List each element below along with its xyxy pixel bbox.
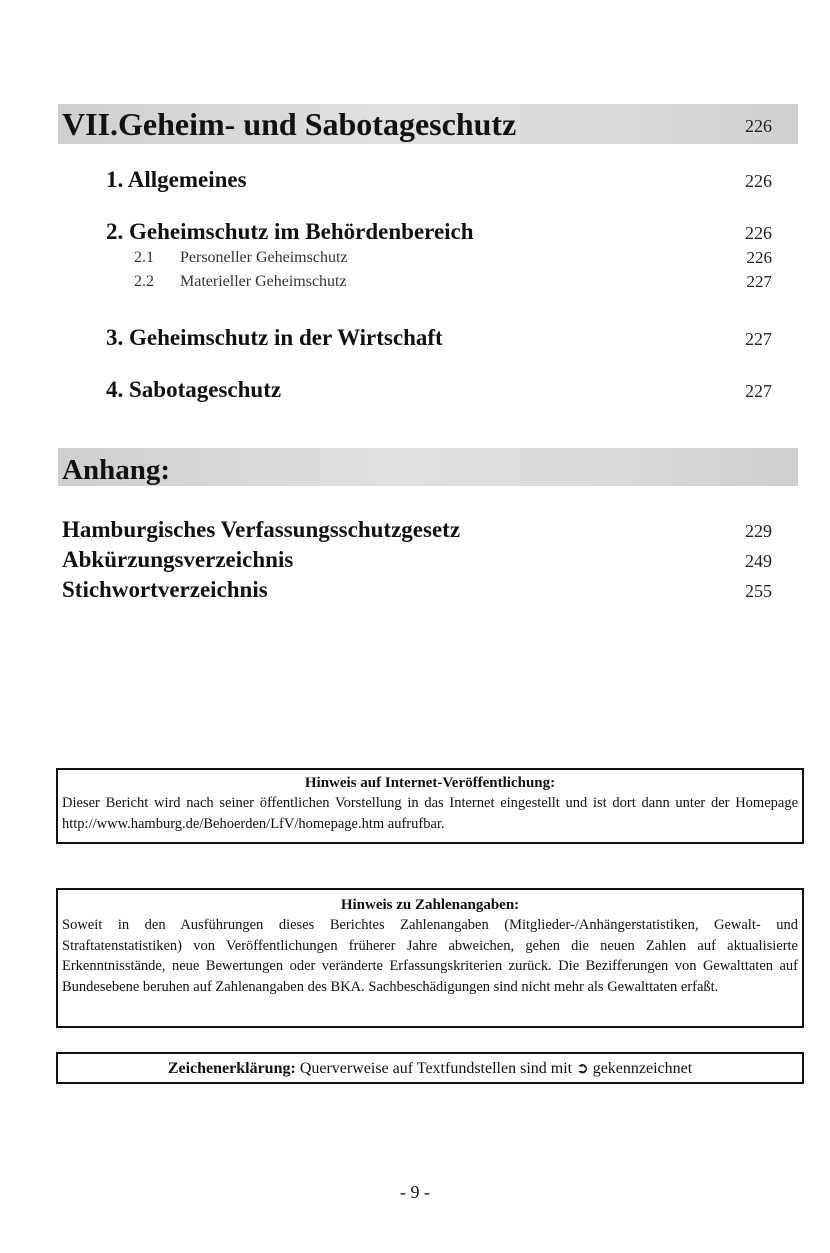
toc-subsection-2-2-number: 2.2: [134, 273, 154, 290]
annex-entry-3: Stichwortverzeichnis: [62, 577, 268, 602]
numbers-notice-text: Soweit in den Ausführungen dieses Berichtes Zahlenangaben (Mitglieder-/Anhängerstatistiken, Gewalt- und Straftatenstatistiken) von Veröffentlichungen früherer Jahre abweichen, gehen die neuen Zahlen auf aktualisierte Erkenntnisstände, neue Bewertungen oder veränderte Erfassungskriterien zurück. Die Bezifferungen von Gewalttaten auf Bundesebene beruhen auf Zahlenangaben des BKA. Sachbeschädigungen sind nicht mehr als Gewalttaten erfaßt.: [62, 917, 798, 995]
annex-entry-1-page: 229: [745, 521, 772, 541]
toc-subsection-2-1-title: Personeller Geheimschutz: [180, 249, 348, 266]
annex-entry-3-page: 255: [745, 581, 772, 601]
toc-subsection-2-1-page: 226: [746, 248, 772, 267]
chapter-title: VII.Geheim- und Sabotageschutz: [62, 106, 517, 142]
numbers-notice-box: [56, 888, 804, 1028]
legend-suffix: gekennzeichnet: [592, 1060, 693, 1077]
toc-section-2: 2. Geheimschutz im Behördenbereich: [106, 219, 474, 244]
legend-text: Querverweise auf Textfundstellen sind mit: [299, 1060, 573, 1077]
toc-subsection-2-2-title: Materieller Geheimschutz: [180, 273, 347, 290]
toc-section-2-page: 226: [745, 223, 772, 243]
toc-section-3: 3. Geheimschutz in der Wirtschaft: [106, 325, 443, 350]
cross-reference-arrow-icon: ➲: [576, 1059, 589, 1077]
page-number: - 9 -: [400, 1182, 430, 1202]
toc-section-3-page: 227: [745, 329, 772, 349]
internet-notice-box: [56, 768, 804, 844]
toc-subsection-2-1-number: 2.1: [134, 249, 154, 266]
toc-section-4-page: 227: [745, 381, 772, 401]
annex-entry-1: Hamburgisches Verfassungsschutzgesetz: [62, 517, 461, 542]
internet-notice-heading: Hinweis auf Internet-Veröffentlichung:: [304, 775, 556, 791]
annex-entry-2: Abkürzungsverzeichnis: [62, 547, 294, 572]
annex-heading: Anhang:: [62, 454, 170, 486]
annex-entry-2-page: 249: [745, 551, 772, 571]
toc-section-1-page: 226: [745, 171, 772, 191]
toc-section-4: 4. Sabotageschutz: [106, 377, 282, 402]
internet-notice-text: Dieser Bericht wird nach seiner öffentlichen Vorstellung in das Internet eingestellt und ist dort dann unter der Homepage http://www.hamburg.de/Behoerden/LfV/homepage.htm aufrufbar.: [62, 795, 798, 832]
chapter-page-number: 226: [745, 116, 772, 136]
toc-subsection-2-2-page: 227: [746, 272, 772, 291]
toc-section-1: 1. Allgemeines: [106, 167, 247, 192]
legend-box: [56, 1052, 804, 1084]
legend-label: Zeichenerklärung:: [167, 1060, 296, 1077]
numbers-notice-heading: Hinweis zu Zahlenangaben:: [340, 897, 520, 913]
